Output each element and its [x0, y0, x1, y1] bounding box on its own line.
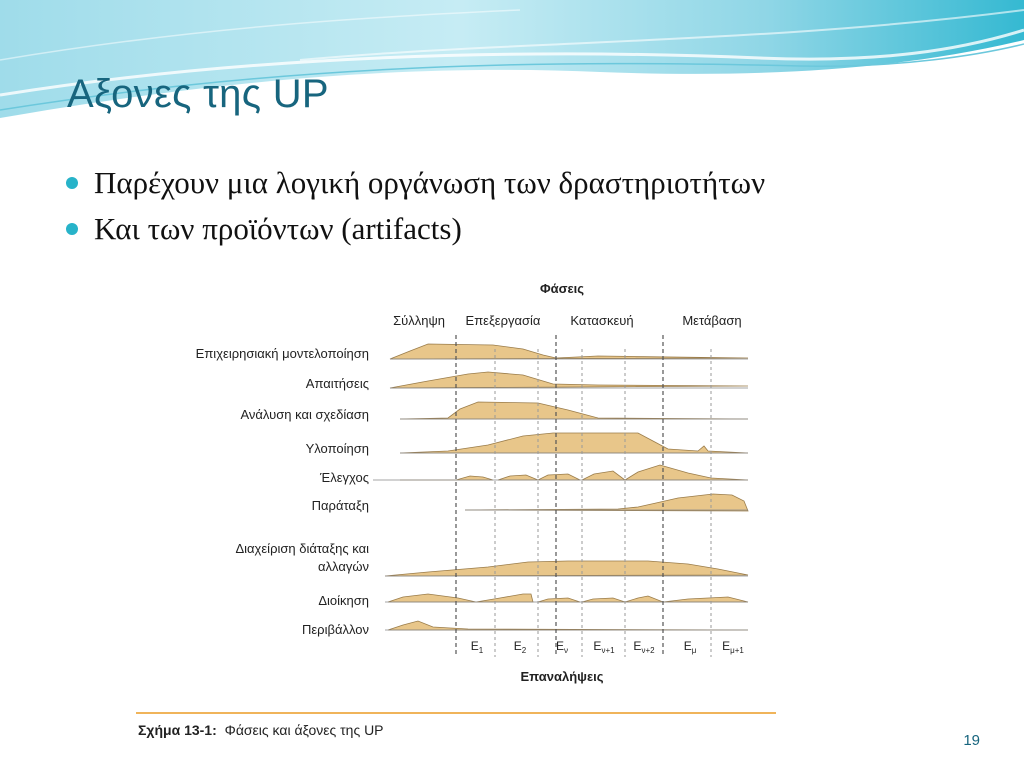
iteration-label: $E_\nu$ [555, 639, 569, 655]
phase-label-construction: Κατασκευή [570, 313, 634, 328]
hump-management-6 [663, 597, 748, 602]
hump-test-3 [538, 474, 580, 480]
bullet-dot-icon [66, 177, 78, 189]
phase-label-transition: Μετάβαση [682, 313, 742, 328]
bullet-text: Και των προϊόντων (artifacts) [94, 211, 462, 246]
bullet-dot-icon [66, 223, 78, 235]
bullet-list [66, 160, 765, 252]
page-number: 19 [963, 732, 980, 749]
hump-test-5 [625, 465, 748, 480]
hump-implementation [400, 433, 748, 453]
iterations-heading: Επαναλήψεις [520, 669, 604, 684]
iteration-label: $E_{\nu+2}$ [633, 639, 655, 655]
hump-deployment [465, 494, 748, 511]
hump-management-4 [582, 598, 625, 602]
hump-management-2 [476, 594, 533, 602]
slide-title: Αξονες της UP [67, 72, 329, 116]
up-phases-figure [128, 269, 784, 745]
hump-analysis-design [400, 402, 748, 419]
phases-heading: Φάσεις [539, 281, 585, 296]
bullet-text: Παρέχουν μια λογική οργάνωση των δραστηριοτήτων [94, 165, 766, 200]
discipline-label-management: Διοίκηση [318, 593, 369, 608]
phase-label-inception: Σύλληψη [393, 313, 445, 328]
iteration-label: $E_{\nu+1}$ [593, 639, 615, 655]
hump-environment [388, 621, 748, 630]
discipline-label-deployment: Παράταξη [311, 498, 369, 513]
iteration-label: $E_{\mu+1}$ [722, 639, 744, 655]
hump-test-1 [400, 476, 493, 480]
discipline-label-environment: Περιβάλλον [302, 622, 369, 637]
discipline-label-business-modeling: Επιχειρησιακή μοντελοποίηση [195, 346, 369, 361]
iteration-label: $E_1$ [470, 639, 484, 655]
discipline-label-requirements: Απαιτήσεις [305, 376, 369, 391]
iteration-label: $E_\mu$ [683, 639, 697, 655]
discipline-label-config-management-line2: αλλαγών [318, 559, 369, 574]
phase-label-elaboration: Επεξεργασία [465, 313, 541, 328]
workflow-humps [373, 344, 748, 630]
discipline-label-test: Έλεγχος [320, 470, 369, 485]
discipline-label-config-management-line1: Διαχείριση διάταξης και [235, 541, 369, 556]
bullet-item [66, 206, 765, 252]
hump-management-3 [538, 598, 580, 602]
bullet-item [66, 160, 765, 206]
iteration-label: $E_2$ [513, 639, 527, 655]
hump-business-modeling [390, 344, 748, 359]
hump-requirements [390, 372, 748, 388]
hump-test-2 [498, 475, 538, 480]
discipline-label-implementation: Υλοποίηση [305, 441, 369, 456]
figure-caption: Σχήμα 13-1: Φάσεις και άξονες της UP [138, 722, 384, 738]
slide-header-banner [0, 0, 1024, 140]
hump-config-management [385, 561, 748, 576]
hump-management-1 [388, 594, 476, 602]
discipline-label-analysis-design: Ανάλυση και σχεδίαση [240, 407, 369, 422]
hump-management-5 [625, 596, 663, 602]
hump-test-4 [582, 471, 625, 480]
